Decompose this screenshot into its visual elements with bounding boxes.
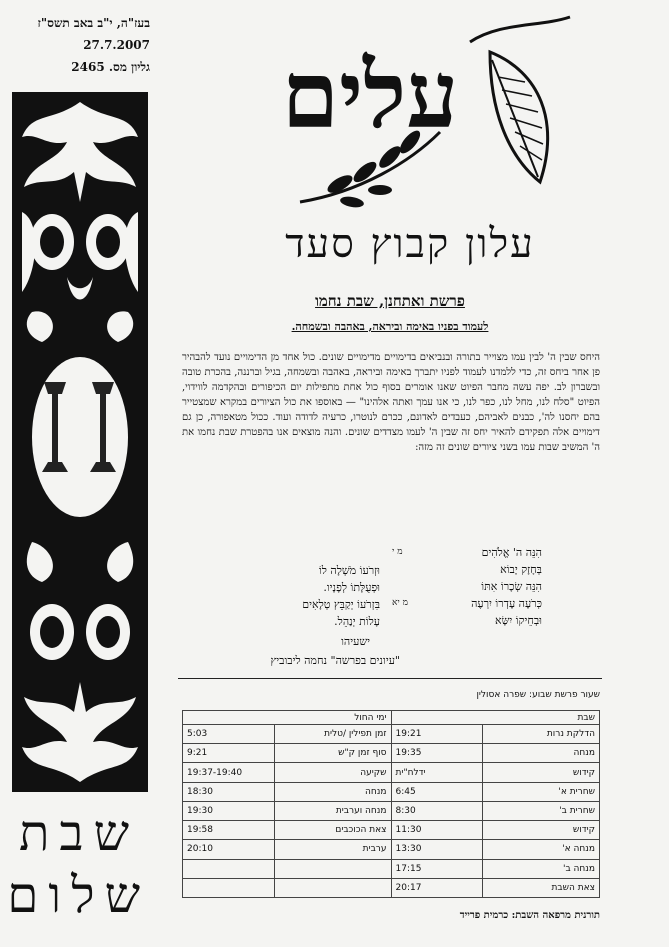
verse-line: בִּזְרֹעוֹ יְקַבֵּץ טְלָאִים <box>302 598 380 611</box>
weekday-time: 18:30 <box>183 782 275 801</box>
weekday-label: סוף זמן ק"ש <box>274 744 391 763</box>
shabbat-label: קידוש <box>483 763 600 782</box>
verse-book: ישעיהו <box>341 635 370 648</box>
table-row <box>183 744 600 763</box>
weekday-time: 5:03 <box>183 725 275 744</box>
shabbat-shalom-title <box>8 802 150 942</box>
shabbat-time: 8:30 <box>391 801 483 820</box>
shabbat-word: שבת <box>19 804 139 862</box>
verse-line: וּפְעֻלָּתוֹ לְפָנָיו. <box>323 581 380 594</box>
shabbat-label: שחרית ב' <box>483 801 600 820</box>
header-weekdays: ימי החול <box>183 711 392 725</box>
article-tagline: לעמוד בפניו באימה וביראה, באהבה ובשמחה. <box>291 320 489 333</box>
verse-text: בְּחָזָק יָבוֹא <box>500 563 542 576</box>
verse-source: "עיונים בפרשה" נחמה ליבוביץ <box>270 654 400 667</box>
issue-number: גליון מס. 2465 <box>71 60 150 74</box>
verse-number: מ י <box>392 547 403 557</box>
table-row <box>183 859 600 878</box>
weekday-time <box>183 859 275 878</box>
ornament-column-image <box>12 92 148 792</box>
verse-line: וּזְרֹעוֹ מֹשְׁלָה לוֹ <box>318 564 380 577</box>
article-body: היחס שבין ה' לבין עמו מצוייר בתורה ובנביאים בדימויים מדימויים שונים. כול אחד מן הדימויים נועד להבהיר פן אחר ביחס זה, כדי ללמדנו לעמוד לפניו יתברך באימה וביראה, באהבה ובשמחה, בגיל וברננה, בהכרת טובה ובשברון לב. יפה עשה מחבר הפיוט שאנו אומרים בסוף כול אחת מתפילות יום הכיפורים ובהקדמה לווידוי, הפיוט "סלח לנו, מחל לנו, כפר לנו, כי אנו עמך ואתה אלהינו" — באוספו את כול הציורים במקרא שמצטייר בהם יחסנו לה', כבנים לאביהם, כעבדים לאדונם, ככרם לנוטרו, כרעיה לדודה ועוד. ככול מטאפורה, כן גם דימויים אלה תפקידם להאיר יחס זה שבין ה' לעמו מצדדים שונים. והנה מוצאים אנו בהפטרת שבת נחמו את ה' המשיב שבות עמו בשני ציורים שונים זה מזה: <box>182 352 600 453</box>
verses-left-column <box>220 562 380 630</box>
table-row <box>183 878 600 897</box>
shabbat-label: צאת השבת <box>483 878 600 897</box>
parasha-title: פרשת ואתחנן, שבת נחמו <box>315 292 465 310</box>
weekday-label: מנחה <box>274 782 391 801</box>
table-row <box>183 725 600 744</box>
verse-text: הִנֵּה שְׂכָרוֹ אִתּוֹ <box>481 580 542 593</box>
verse-number: מ יא <box>392 598 408 608</box>
verse-line <box>392 544 542 561</box>
weekly-lesson: שעור פרשת שבוע: שפרה אסולין <box>476 690 600 700</box>
newsletter-subtitle: עלון קבוץ סעד <box>285 221 535 267</box>
weekday-label <box>274 878 391 897</box>
divider <box>178 678 602 679</box>
verses-right-column <box>392 544 542 629</box>
shabbat-label: הדלקת נרות <box>483 725 600 744</box>
weekday-label: ערבית <box>274 840 391 859</box>
gregorian-date: 27.7.2007 <box>83 38 150 52</box>
header-shabbat: שבת <box>391 711 599 725</box>
table-row <box>183 763 600 782</box>
weekday-time: 20:10 <box>183 840 275 859</box>
table-header-row <box>183 711 600 725</box>
weekday-time: 9:21 <box>183 744 275 763</box>
shabbat-time: 13:30 <box>391 840 483 859</box>
shabbat-time: 19:35 <box>391 744 483 763</box>
table-row <box>183 821 600 840</box>
verse-text: וּבְחֵיקוֹ יִשָּׂא <box>495 614 542 627</box>
verse-line <box>392 595 542 612</box>
shabbat-label: מנחה א' <box>483 840 600 859</box>
weekday-time: 19:58 <box>183 821 275 840</box>
verse-text: כְּרֹעֶה עֶדְרוֹ יִרְעֶה <box>471 597 542 610</box>
weekday-time: 19:30 <box>183 801 275 820</box>
shabbat-label: קידוש <box>483 821 600 840</box>
table-row <box>183 801 600 820</box>
table-row <box>183 782 600 801</box>
shabbat-label: שחרית א' <box>483 782 600 801</box>
verse-line: עָלוֹת יְנַהֵל. <box>334 615 380 628</box>
shabbat-time: 17:15 <box>391 859 483 878</box>
shabbat-label: מנחה <box>483 744 600 763</box>
shabbat-label: מנחה ב' <box>483 859 600 878</box>
table-row <box>183 840 600 859</box>
prayer-times-table <box>182 710 600 898</box>
shabbat-time: 6:45 <box>391 782 483 801</box>
logo-text: עלים <box>281 41 459 149</box>
hebrew-date: בעז"ה, י"ב באב תשס"ז <box>37 16 150 30</box>
clinic-duty-note: תורנית מרפאה השבת: כרמית פרייד <box>459 910 600 921</box>
shabbat-time: 11:30 <box>391 821 483 840</box>
alim-logo <box>240 12 600 222</box>
shabbat-time: 20:17 <box>391 878 483 897</box>
weekday-time <box>183 878 275 897</box>
verse-line <box>392 561 542 578</box>
weekday-label <box>274 859 391 878</box>
shabbat-time: 19:21 <box>391 725 483 744</box>
issue-meta <box>10 12 150 78</box>
weekday-label: זמן תפילין /טלית <box>274 725 391 744</box>
weekday-time: 19:37-19:40 <box>183 763 275 782</box>
shabbat-time: ידלח"ית <box>391 763 483 782</box>
weekday-label: שקיעה <box>274 763 391 782</box>
weekday-label: מנחה וערבית <box>274 801 391 820</box>
shalom-word: שלום <box>7 866 150 924</box>
verse-text: הִנֵּה ה' אֱלֹהִים <box>481 546 542 559</box>
verse-line <box>392 578 542 595</box>
weekday-label: צאת הכוכבים <box>274 821 391 840</box>
verse-line <box>392 612 542 629</box>
